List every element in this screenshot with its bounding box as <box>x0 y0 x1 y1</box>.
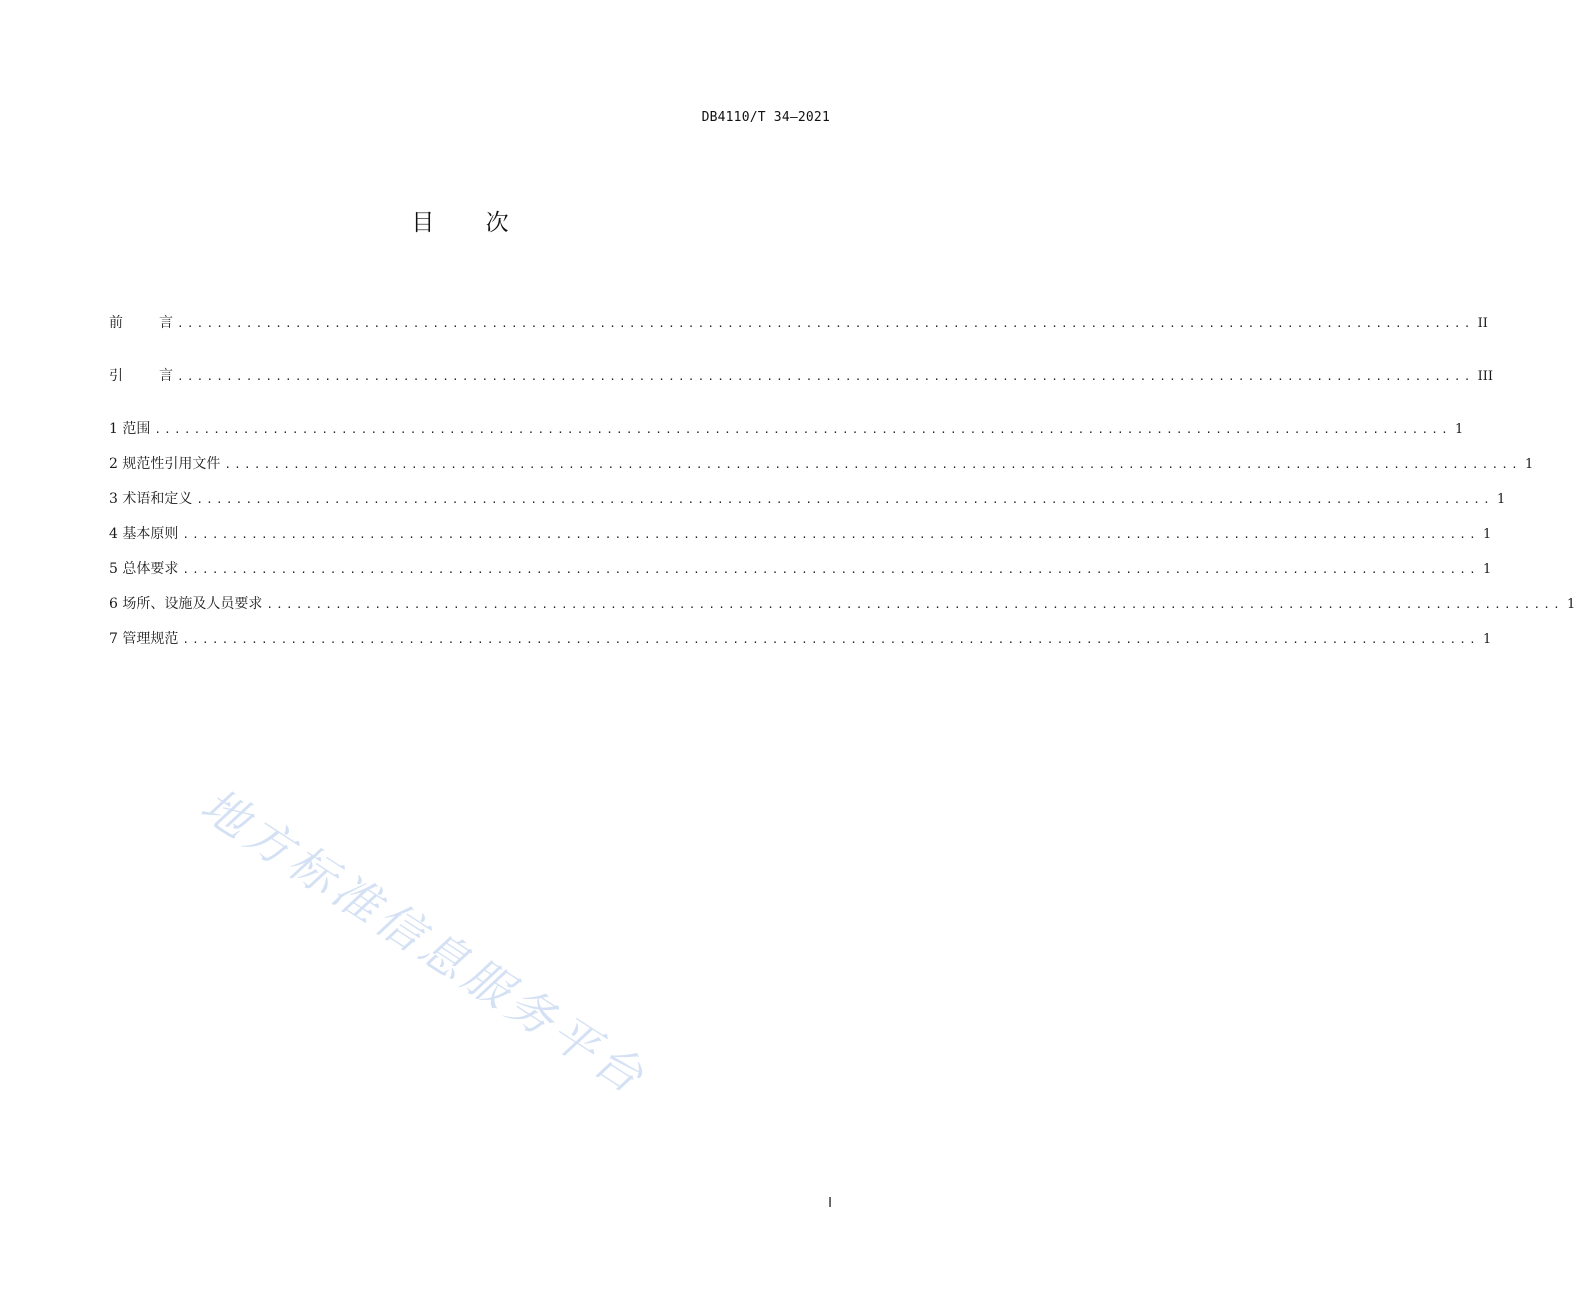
toc-leader-dots: .................................................................................................................................... <box>182 633 1479 646</box>
toc-leader-dots: .................................................................................................................................... <box>154 423 1451 436</box>
table-of-contents <box>109 312 1575 663</box>
toc-entry-page: 1 <box>1482 527 1492 542</box>
toc-entry-general-requirements[interactable] <box>109 558 1492 593</box>
toc-leader-dots: .................................................................................................................................... <box>182 528 1479 541</box>
toc-entry-site-facility-personnel[interactable] <box>109 593 1575 628</box>
page-number: I <box>828 1196 832 1211</box>
toc-leader-dots: .................................................................................................................................... <box>266 598 1563 611</box>
toc-entry-label: 前 言 <box>109 315 173 331</box>
toc-entry-terms-definitions[interactable] <box>109 488 1506 523</box>
toc-entry-page: II <box>1477 316 1488 331</box>
toc-entry-scope[interactable] <box>109 418 1464 453</box>
toc-entry-label: 引 言 <box>109 368 173 384</box>
toc-entry-page: III <box>1477 369 1493 384</box>
toc-entry-foreword[interactable] <box>109 312 1488 365</box>
toc-entry-page: 1 <box>1482 632 1492 647</box>
toc-entry-normative-references[interactable] <box>109 453 1534 488</box>
toc-entry-management-specification[interactable] <box>109 628 1492 663</box>
toc-entry-page: 1 <box>1524 457 1534 472</box>
toc-entry-label: 4 基本原则 <box>109 526 179 542</box>
toc-entry-label: 1 范围 <box>109 421 151 437</box>
toc-leader-dots: .................................................................................................................................... <box>224 458 1521 471</box>
toc-leader-dots: .................................................................................................................................... <box>196 493 1493 506</box>
toc-entry-label: 2 规范性引用文件 <box>109 456 221 472</box>
toc-entry-page: 1 <box>1482 562 1492 577</box>
toc-entry-label: 3 术语和定义 <box>109 491 193 507</box>
toc-entry-introduction[interactable] <box>109 365 1493 418</box>
toc-entry-page: 1 <box>1496 492 1506 507</box>
toc-entry-label: 5 总体要求 <box>109 561 179 577</box>
toc-entry-label: 6 场所、设施及人员要求 <box>109 596 263 612</box>
toc-entry-page: 1 <box>1454 422 1464 437</box>
toc-entry-basic-principles[interactable] <box>109 523 1492 558</box>
toc-leader-dots: .................................................................................................................................... <box>182 563 1479 576</box>
toc-leader-dots: .................................................................................................................................... <box>177 370 1474 383</box>
document-code: DB4110/T 34—2021 <box>701 110 830 125</box>
toc-entry-page: 1 <box>1566 597 1575 612</box>
watermark: 地方标准信息服务平台 <box>191 777 658 1107</box>
toc-title: 目 次 <box>411 210 531 236</box>
toc-leader-dots: .................................................................................................................................... <box>177 317 1474 330</box>
toc-entry-label: 7 管理规范 <box>109 631 179 647</box>
